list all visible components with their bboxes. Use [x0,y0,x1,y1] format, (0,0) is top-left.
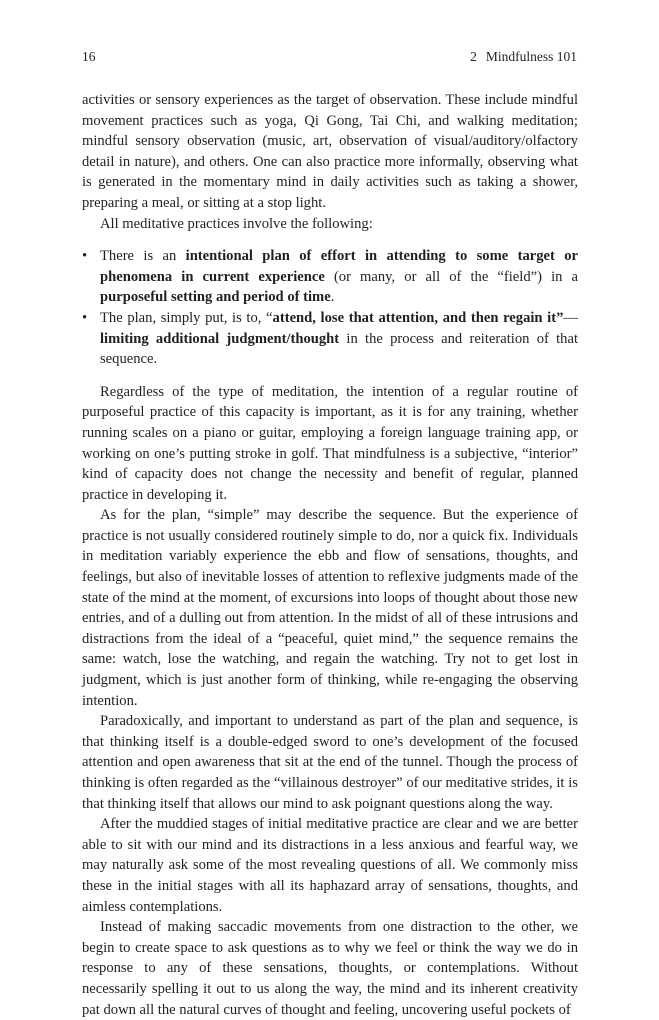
chapter-title: Mindfulness 101 [485,49,577,64]
bullet-icon: • [82,309,88,326]
paragraph-instead: Instead of making saccadic movements from one distraction to the other, we begin to create space to ask questions as to why we feel or think the way we do in response to any of these sensations, thoughts, or contemplations. Without necessarily spelling it out to us along the way, the mind and its inherent creativity pat down all the natural curves of thought and feeling, uncovering useful pockets of [82,919,578,1018]
bold-phrase: limiting additional judgment/thought [100,330,340,347]
bold-phrase: intentional plan of effort in attending to some target or phenomena in current experience [100,248,578,285]
bullet-item-intentional-plan: • There is an intentional plan of effort in attending to some target or phenomena in current experience (or many, or all of the “field”) in a purposeful setting and period of time. [82,248,579,306]
body-text [82,90,578,1020]
paragraph-intro: activities or sensory experiences as the target of observation. These include mindful movement practices such as yoga, Qi Gong, Tai Chi, and walking meditation; mindful sensory observation (music, art, observation of visual/auditory/olfactory detail in nature), and others. One can also practice more informally, observing what is generated in the momentary mind in daily activities such as taking a shower, preparing a meal, or sitting at a stop light. [82,92,578,211]
bullet-icon: • [82,248,88,265]
page-number: 16 [82,49,96,64]
paragraph-paradoxically: Paradoxically, and important to understand as part of the plan and sequence, is that thinking itself is a double-edged sword to one’s development of the focused attention and open awareness that sit at the end of the tunnel. Though the process of thinking is often regarded as the “villainous destroyer” of our meditative strides, it is that thinking itself that allows our mind to ask poignant questions along the way. [82,713,578,812]
running-head [82,48,577,66]
paragraph-as-for-the-plan: As for the plan, “simple” may describe the sequence. But the experience of practice is not usually considered routinely simple to do, nor a quick fix. Individuals in meditation variably experience the ebb and flow of sensations, thoughts, and feelings, but also of inevitable losses of attention to reflexive judgments made of the state of the mind at the moment, of excursions into loops of thought about those new entries, and of a dulling out from attention. In the midst of all of these intrusions and distractions from the ideal of a “peaceful, quiet mind,” the sequence remains the same: watch, lose the watching, and regain the watching. Try not to get lost in judgment, which is just another form of thinking, while re-engaging the observing intention. [82,507,578,709]
bullet-item-the-plan: • The plan, simply put, is to, “attend, lose that attention, and then regain it”—limiting additional judgment/thought in the process and reiteration of that sequence. [82,309,578,368]
paragraph-all-practices: All meditative practices involve the following: [100,215,373,232]
bold-phrase: purposeful setting and period of time [100,289,331,306]
paragraph-after-muddied-stages: After the muddied stages of initial meditative practice are clear and we are better able to sit with our mind and its distractions in a less anxious and fearful way, we may naturally ask some of the most revealing questions of all. We commonly miss these in the initial stages with all its haphazard array of sensations, thoughts, and aimless contemplations. [82,816,578,915]
practice-bullet-list [82,246,578,370]
chapter-heading [470,48,577,66]
paragraph-regardless: Regardless of the type of meditation, the intention of a regular routine of purposeful practice of this capacity is important, as it is for any training, whether running scales on a piano or guitar, employing a foreign language training app, or working on one’s putting stroke in golf. That mindfulness is a subjective, “interior” kind of capacity does not change the necessity and benefit of regular, planned practice in developing it. [82,383,578,503]
bold-phrase: attend, lose that attention, and then regain it” [272,309,564,326]
chapter-number: 2 [470,49,477,64]
